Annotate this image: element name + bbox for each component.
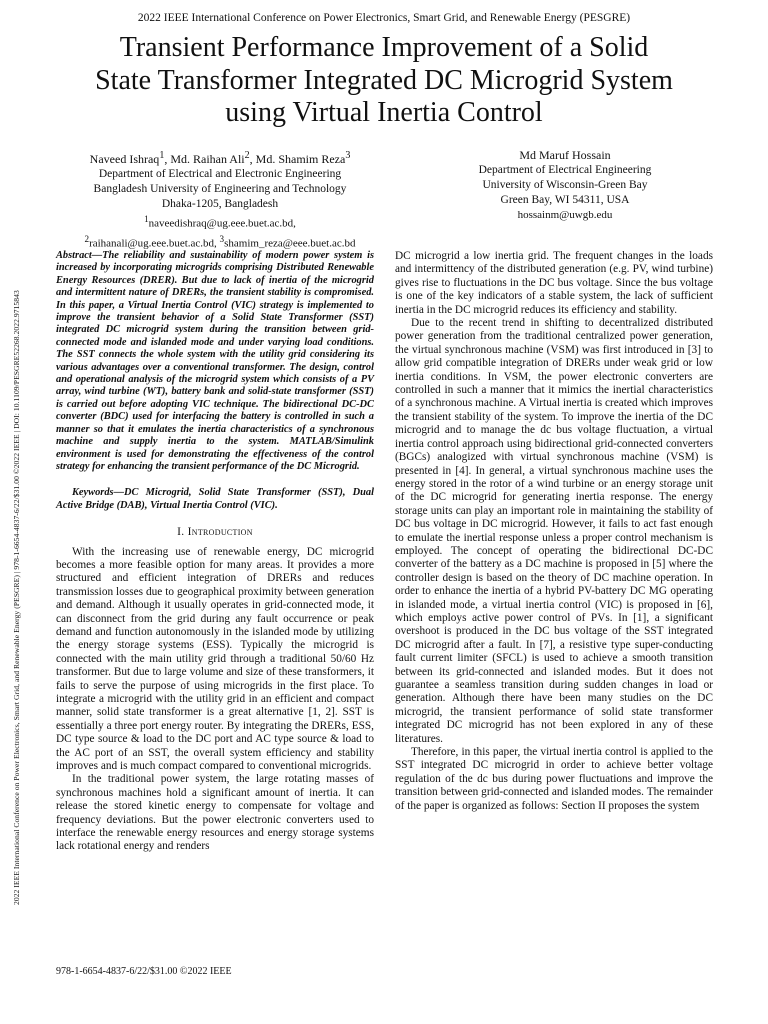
section-heading-introduction: I. Introduction [177,526,253,539]
keywords: Keywords—DC Microgrid, Solid State Transformer (SST), Dual Active Bridge (DAB), Virtual Inertia Control (VIC). [56,487,374,511]
author-department: Department of Electrical and Electronic Engineering [98,168,342,180]
body-paragraph: Due to the recent trend in shifting to decentralized distributed power generation from the traditional centralized power generation, the virtual synchronous machine (VSM) was first introduced in [3] to allow grid compatible integration of DRERs under weak grid or low inertia conditions. In VSM, the power electronic converters are controlled in such a manner that it mimics the inertial characteristics of a synchronous machine. A Virtual inertia is created which improves the transient stability of the system. To improve the inertia of the DC microgrid and to manage the dc bus voltage fluctuation, a virtual inertia control approach using bidirectional grid-connected converters (BGCs) analogized with virtual synchronous machine (VSM) is presented in [4]. In general, a virtual synchronous machine uses the energy stored in the rotor of a wind turbine or an energy storage unit of the DC microgrid for generating inertia response. The energy storage units can play an important role in maintaining the stability of DC bus voltage in DC microgrid. However, it fails to act fast enough to emulate the inertial response unless a proper control mechanism is employed. The concept of operating the bidirectional DC-DC converter of the battery as a DC machine is proposed in [5] where the controller design is based on the theory of DC machine operation. In order to enhance the inertia of a hybrid PV-battery DC MG operating in islanded mode, a virtual inertia control (VIC) is proposed in [6], which employs active power control of PVs. In [1], a significant overshoot is produced in the DC bus voltage of the SST integrated DC microgrid after a fault. In [7], a resistive type super-conducting fault current limiter (SFCL) is used to achieve a smooth transition between its grid-connected and islanded modes. But it does not guarantee a seamless transition during sudden changes in load or generation. Although there have been many studies on the DC microgrid, the transient performance of solid state transformer integrated DC microgrid has not been explored in any of these literatures. [395,317,713,745]
author-block-left [55,148,385,251]
abstract: Abstract—The reliability and sustainability of modern power system is increased by incorporating microgrids comprising Distributed Renewable Energy Resources (DRER). But due to lack of inertia of the microgrid and intermittent nature of DRERs, the transient stability is compromised. In this paper, a Virtual Inertia Control (VIC) strategy is implemented to improve the transient behavior of a Solid State Transformer (SST) integrated DC microgrid system during the transition between grid-connected mode and islanded mode and under varying load conditions. The SST connects the whole system with the utility grid considering its various advantages over a conventional transformer. The design, control and operational analysis of the microgrid system which consists of a PV array, wind turbine (WT), battery bank and solid-state transformer (SST) is carried out before adopting VIC technique. The bidirectional DC-DC converter (BDC) used for interfacing the battery is controlled in such a manner so that it emulates the inertia characteristics of a synchronous machine and supply inertia to the system. MATLAB/Simulink environment is used for demonstrating the effectiveness of the control strategy for enhancing the transient performance of the DC Microgrid. [56,250,374,472]
body-paragraph: DC microgrid a low inertia grid. The frequent changes in the loads and intermittency of the distributed generation (e.g. PV, wind turbine) gives rise to fluctuations in the DC bus voltage. Since the bus voltage is one of the key indicators of a stable system, the lack of sufficient inertia in the DC microgrid reduces its efficiency and stability. [395,250,713,316]
copyright-footer: 978-1-6654-4837-6/22/$31.00 ©2022 IEEE [56,966,232,977]
side-margin-citation [12,125,24,905]
author-university: University of Wisconsin-Green Bay [482,179,648,191]
title-line-3: using Virtual Inertia Control [225,97,543,128]
author-names: Naveed Ishraq$^1$, Md. Raihan Ali$^2$, Md. Shamim Reza$^3$ [89,150,351,166]
body-paragraph: Therefore, in this paper, the virtual inertia control is applied to the SST integrated DC microgrid in order to achieve better voltage regulation of the dc bus during power fluctuations and improve the transition between grid-connected and islanded modes. The remainder of the paper is organized as follows: Section II proposes the system [395,746,713,812]
right-column [395,250,713,813]
body-paragraph: In the traditional power system, the large rotating masses of synchronous machines hold a significant amount of inertia. It can release the stored kinetic energy to compensate for voltage and frequency deviations. But the power electronic converters used to interface the renewable energy resources and energy storage systems lack rotational energy and renders [56,773,374,853]
author-email-1: $^1$naveedishraq@ug.eee.buet.ac.bd, [144,214,296,230]
paper-title [30,32,738,130]
author-block-right [420,148,710,223]
author-name: Md Maruf Hossain [519,148,611,162]
title-line-1: Transient Performance Improvement of a Solid [119,32,649,63]
author-department: Department of Electrical Engineering [478,164,652,176]
author-city: Dhaka-1205, Bangladesh [161,198,279,210]
author-email-2-3: $^2$raihanali@ug.eee.buet.ac.bd, $^3$shamim_reza@eee.buet.ac.bd [84,233,356,250]
title-line-2: State Transformer Integrated DC Microgrid System [95,64,673,96]
author-city: Green Bay, WI 54311, USA [500,194,630,206]
side-margin-text: 2022 IEEE International Conference on Power Electronics, Smart Grid, and Renewable Energy (PESGRE) | 978-1-6654-4837-6/22/$31.00 ©2022 IEEE | DOI: 10.1109/PESGRE52268.2022.9715843 [12,290,21,905]
author-university: Bangladesh University of Engineering and Technology [93,183,347,195]
conference-header: 2022 IEEE International Conference on Power Electronics, Smart Grid, and Renewable Energy (PESGRE) [137,12,631,24]
body-paragraph: With the increasing use of renewable energy, DC microgrid becomes a more feasible option for many areas. It provides a more structured and efficient integration of DRERs and reduces transmission losses due to geographical proximity between generation and demand. Although it usually operates in grid-connected mode, it can disconnect from the grid during any fault occurrence or peak demand and function autonomously in the islanded mode by utilizing the energy storage systems (ESS). Typically the microgrid is connected with the main utility grid through a traditional 50/60 Hz transformer. But due to large volume and size of these transformers, it fails to serve the purpose of using microgrids in the first place. To integrate a microgrid with the utility grid in an efficient and compact manner, solid state transformer is a great alternative [1, 2]. SST is essentially a three port energy router. By integrating the DRERs, ESS, DC type source & load to the DC port and AC type source & load to the AC port of an SST, the overall system efficiency and stability improves and is much compact compared to conventional microgrids. [56,545,374,773]
left-column [56,250,374,854]
author-email: hossainm@uwgb.edu [517,209,613,221]
